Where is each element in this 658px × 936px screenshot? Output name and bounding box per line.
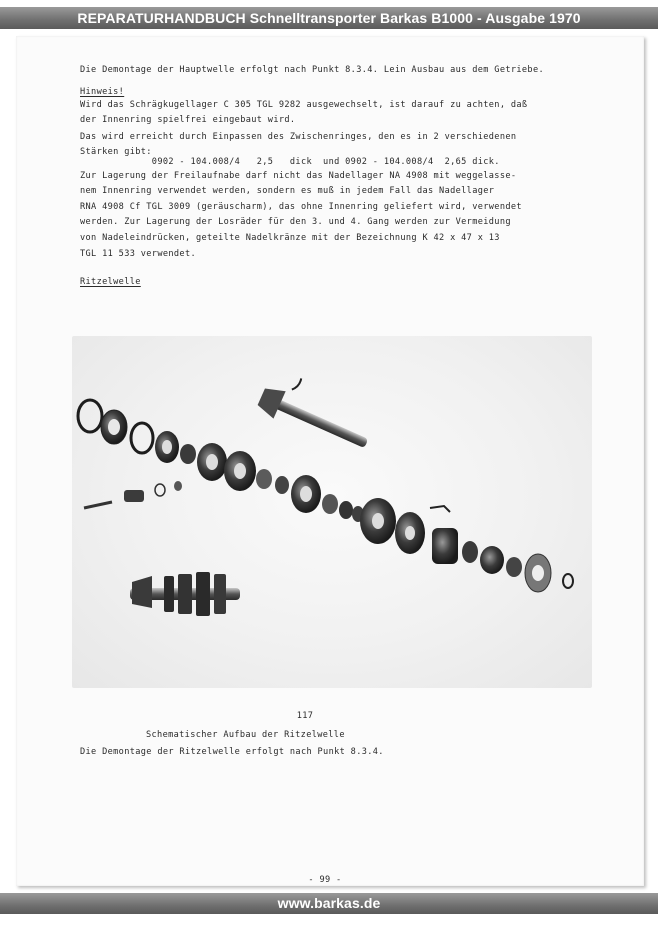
needle-cage-part [322, 494, 338, 514]
footer-band [0, 893, 658, 914]
ritzelwelle-exploded-photo [72, 336, 592, 688]
hinweis-line: RNA 4908 Cf TGL 3009 (geräuscharm), das ohne Innenring geliefert wird, verwendet [80, 202, 522, 212]
figure-number: 117 [296, 711, 314, 721]
document-title: REPARATURHANDBUCH Schnelltransporter Barkas B1000 - Ausgabe 1970 [77, 10, 581, 26]
figure-caption: Schematischer Aufbau der Ritzelwelle [146, 730, 345, 740]
washer-part [563, 574, 573, 588]
after-figure-line: Die Demontage der Ritzelwelle erfolgt nach Punkt 8.3.4. [80, 747, 384, 757]
hinweis-line: Stärken gibt: [80, 147, 152, 157]
hinweis-line: Das wird erreicht durch Einpassen des Zwischenringes, den es in 2 verschiedenen [80, 132, 517, 142]
hinweis-line: 0902 - 104.008/4 2,5 dick und 0902 - 104.008/4 2,65 dick. [80, 157, 500, 167]
needle-cage-part [339, 501, 353, 519]
bushing-part [180, 444, 196, 464]
intro-line: Die Demontage der Hauptwelle erfolgt nach Punkt 8.3.4. Lein Ausbau aus dem Getriebe. [80, 65, 545, 75]
hinweis-line: Zur Lagerung der Freilaufnabe darf nicht das Nadellager NA 4908 mit weggelasse- [80, 171, 517, 181]
snap-ring-part [78, 400, 102, 432]
ring-part [462, 541, 478, 563]
small-parts-group [84, 481, 182, 508]
hinweis-line: der Innenring spielfrei eingebaut wird. [80, 115, 296, 125]
needle-cage-part [275, 476, 289, 494]
hinweis-heading: Hinweis! [80, 87, 125, 97]
hinweis-line: von Nadeleindrücken, geteilte Nadelkränze mit der Bezeichnung K 42 x 47 x 13 [80, 233, 500, 243]
needle-cage-part [256, 469, 272, 489]
document-header-band [0, 7, 658, 29]
footer-url[interactable]: www.barkas.de [277, 895, 381, 911]
hinweis-line: werden. Zur Lagerung der Losräder für den 3. und 4. Gang werden zur Vermeidung [80, 217, 511, 227]
section-heading-ritzelwelle: Ritzelwelle [80, 277, 141, 287]
hinweis-line: nem Innenring verwendet werden, sondern es muß in jedem Fall das Nadellager [80, 186, 495, 196]
freewheel-hub-part [432, 528, 458, 564]
exploded-view-drawing [72, 336, 592, 688]
page-number: - 99 - [308, 875, 342, 885]
bearing-part [480, 546, 504, 574]
hinweis-line: TGL 11 533 verwendet. [80, 249, 197, 259]
assembled-shaft-part [130, 572, 240, 616]
pinion-shaft-part [255, 367, 380, 458]
ring-part [506, 557, 522, 577]
hinweis-line: Wird das Schrägkugellager C 305 TGL 9282 ausgewechselt, ist darauf zu achten, daß [80, 100, 528, 110]
snap-ring-part [131, 423, 153, 453]
